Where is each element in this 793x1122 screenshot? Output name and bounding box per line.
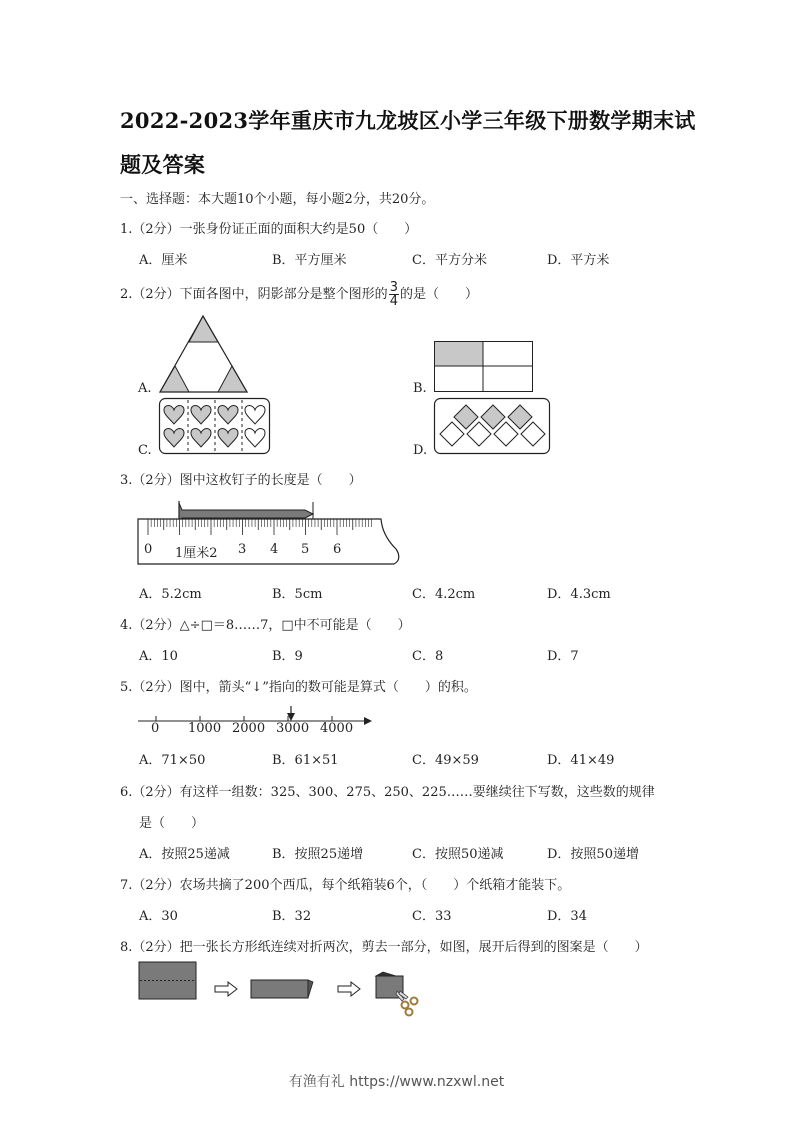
document-title-line1: 2022-2023学年重庆市九龙坡区小学三年级下册数学期末试 bbox=[120, 108, 696, 133]
q5-option-c: C．49×59 bbox=[412, 753, 479, 768]
q6-option-d: D．按照50递增 bbox=[547, 847, 639, 862]
number-line-label-3000: 3000 bbox=[276, 721, 310, 736]
fraction-three-quarters: $\frac{3}{4}$ bbox=[389, 280, 398, 309]
q6-option-c: C．按照50递减 bbox=[412, 847, 504, 862]
ruler-label-1: 1厘米2 bbox=[175, 546, 218, 561]
q6-option-b: B．按照25递增 bbox=[272, 847, 364, 862]
q5-option-a: A．71×50 bbox=[139, 753, 206, 768]
figure-label-d: D. bbox=[413, 443, 428, 458]
question-number: 4. bbox=[120, 618, 133, 633]
question-number: 2. bbox=[120, 287, 133, 302]
q4-option-a: A．10 bbox=[139, 649, 178, 664]
question-stem: （2分）下面各图中，阴影部分是整个图形的 bbox=[132, 287, 388, 302]
question-stem: （2分）图中这枚钉子的长度是（ ） bbox=[132, 473, 362, 488]
q4-option-c: C．8 bbox=[412, 649, 444, 664]
q1-option-b: B．平方厘米 bbox=[272, 253, 347, 268]
figure-label-c: C. bbox=[138, 443, 152, 458]
question-stem: （2分）一张身份证正面的面积大约是50（ ） bbox=[132, 222, 418, 237]
q1-option-c: C．平方分米 bbox=[412, 253, 487, 268]
question-5 bbox=[120, 676, 477, 695]
q1-option-d: D．平方米 bbox=[547, 253, 610, 268]
ruler-label-0: 0 bbox=[144, 542, 153, 557]
q3-option-b: B．5cm bbox=[272, 587, 323, 602]
question-number: 5. bbox=[120, 680, 133, 695]
figure-a-triangle bbox=[160, 316, 250, 392]
right-arrow-icon bbox=[338, 982, 360, 996]
figure-label-b: B. bbox=[413, 381, 427, 396]
q7-option-c: C．33 bbox=[412, 909, 452, 924]
q4-option-d: D．7 bbox=[547, 649, 579, 664]
question-6 bbox=[120, 781, 655, 800]
q6-option-a: A．按照25递减 bbox=[139, 847, 230, 862]
question-number: 7. bbox=[120, 878, 133, 893]
question-1 bbox=[120, 218, 417, 237]
question-number: 3. bbox=[120, 473, 133, 488]
document-title-line2: 题及答案 bbox=[120, 152, 206, 177]
q4-option-b: B．9 bbox=[272, 649, 303, 664]
ruler-label-3: 3 bbox=[238, 542, 247, 557]
figure-c-hearts bbox=[159, 398, 271, 455]
figure-b-rectangle bbox=[434, 341, 534, 392]
q7-option-a: A．30 bbox=[139, 909, 178, 924]
question-number: 6. bbox=[120, 785, 133, 800]
number-line-label-0: 0 bbox=[151, 721, 160, 736]
question-number: 8. bbox=[120, 940, 133, 955]
question-8 bbox=[120, 936, 648, 955]
question-2: 2.（2分）下面各图中，阴影部分是整个图形的 $\frac{3}{4}$ 的是（ ） bbox=[120, 280, 478, 309]
section-heading: 一、选择题：本大题10个小题，每小题2分，共20分。 bbox=[120, 192, 435, 207]
ruler-label-6: 6 bbox=[333, 542, 342, 557]
question-6-continued: 是（ ） bbox=[139, 816, 205, 831]
question-stem: （2分）△÷□＝8……7，□中不可能是（ ） bbox=[132, 618, 411, 633]
question-stem: （2分）把一张长方形纸连续对折两次，剪去一部分，如图，展开后得到的图案是（ ） bbox=[132, 940, 648, 955]
number-line-label-2000: 2000 bbox=[232, 721, 266, 736]
ruler-label-5: 5 bbox=[301, 542, 310, 557]
question-7 bbox=[120, 874, 570, 893]
figure-label-a: A. bbox=[138, 381, 152, 396]
q1-option-a: A．厘米 bbox=[139, 253, 188, 268]
question-3 bbox=[120, 469, 362, 488]
q5-option-d: D．41×49 bbox=[547, 753, 615, 768]
question-4 bbox=[120, 614, 411, 633]
paper-folding-figure bbox=[138, 961, 433, 1019]
q7-option-b: B．32 bbox=[272, 909, 312, 924]
footer-watermark: 有渔有礼 https://www.nzxwl.net bbox=[288, 1074, 505, 1090]
question-stem: （2分）图中，箭头“↓”指向的数可能是算式（ ）的积。 bbox=[132, 680, 477, 695]
number-line-label-4000: 4000 bbox=[320, 721, 354, 736]
q5-option-b: B．61×51 bbox=[272, 753, 339, 768]
number-line-label-1000: 1000 bbox=[188, 721, 222, 736]
question-stem: （2分）有这样一组数：325、300、275、250、225……要继续往下写数，这些数的规律 bbox=[132, 785, 655, 800]
figure-d-diamonds bbox=[434, 398, 551, 455]
question-number: 1. bbox=[120, 222, 133, 237]
question-stem: （2分）农场共摘了200个西瓜，每个纸箱装6个，（ ）个纸箱才能装下。 bbox=[132, 878, 571, 893]
q3-option-a: A．5.2cm bbox=[139, 587, 202, 602]
q7-option-d: D．34 bbox=[547, 909, 587, 924]
ruler-label-4: 4 bbox=[270, 542, 279, 557]
q3-option-c: C．4.2cm bbox=[412, 587, 476, 602]
right-arrow-icon bbox=[215, 982, 237, 996]
scissors-icon bbox=[396, 991, 418, 1016]
q3-option-d: D．4.3cm bbox=[547, 587, 611, 602]
